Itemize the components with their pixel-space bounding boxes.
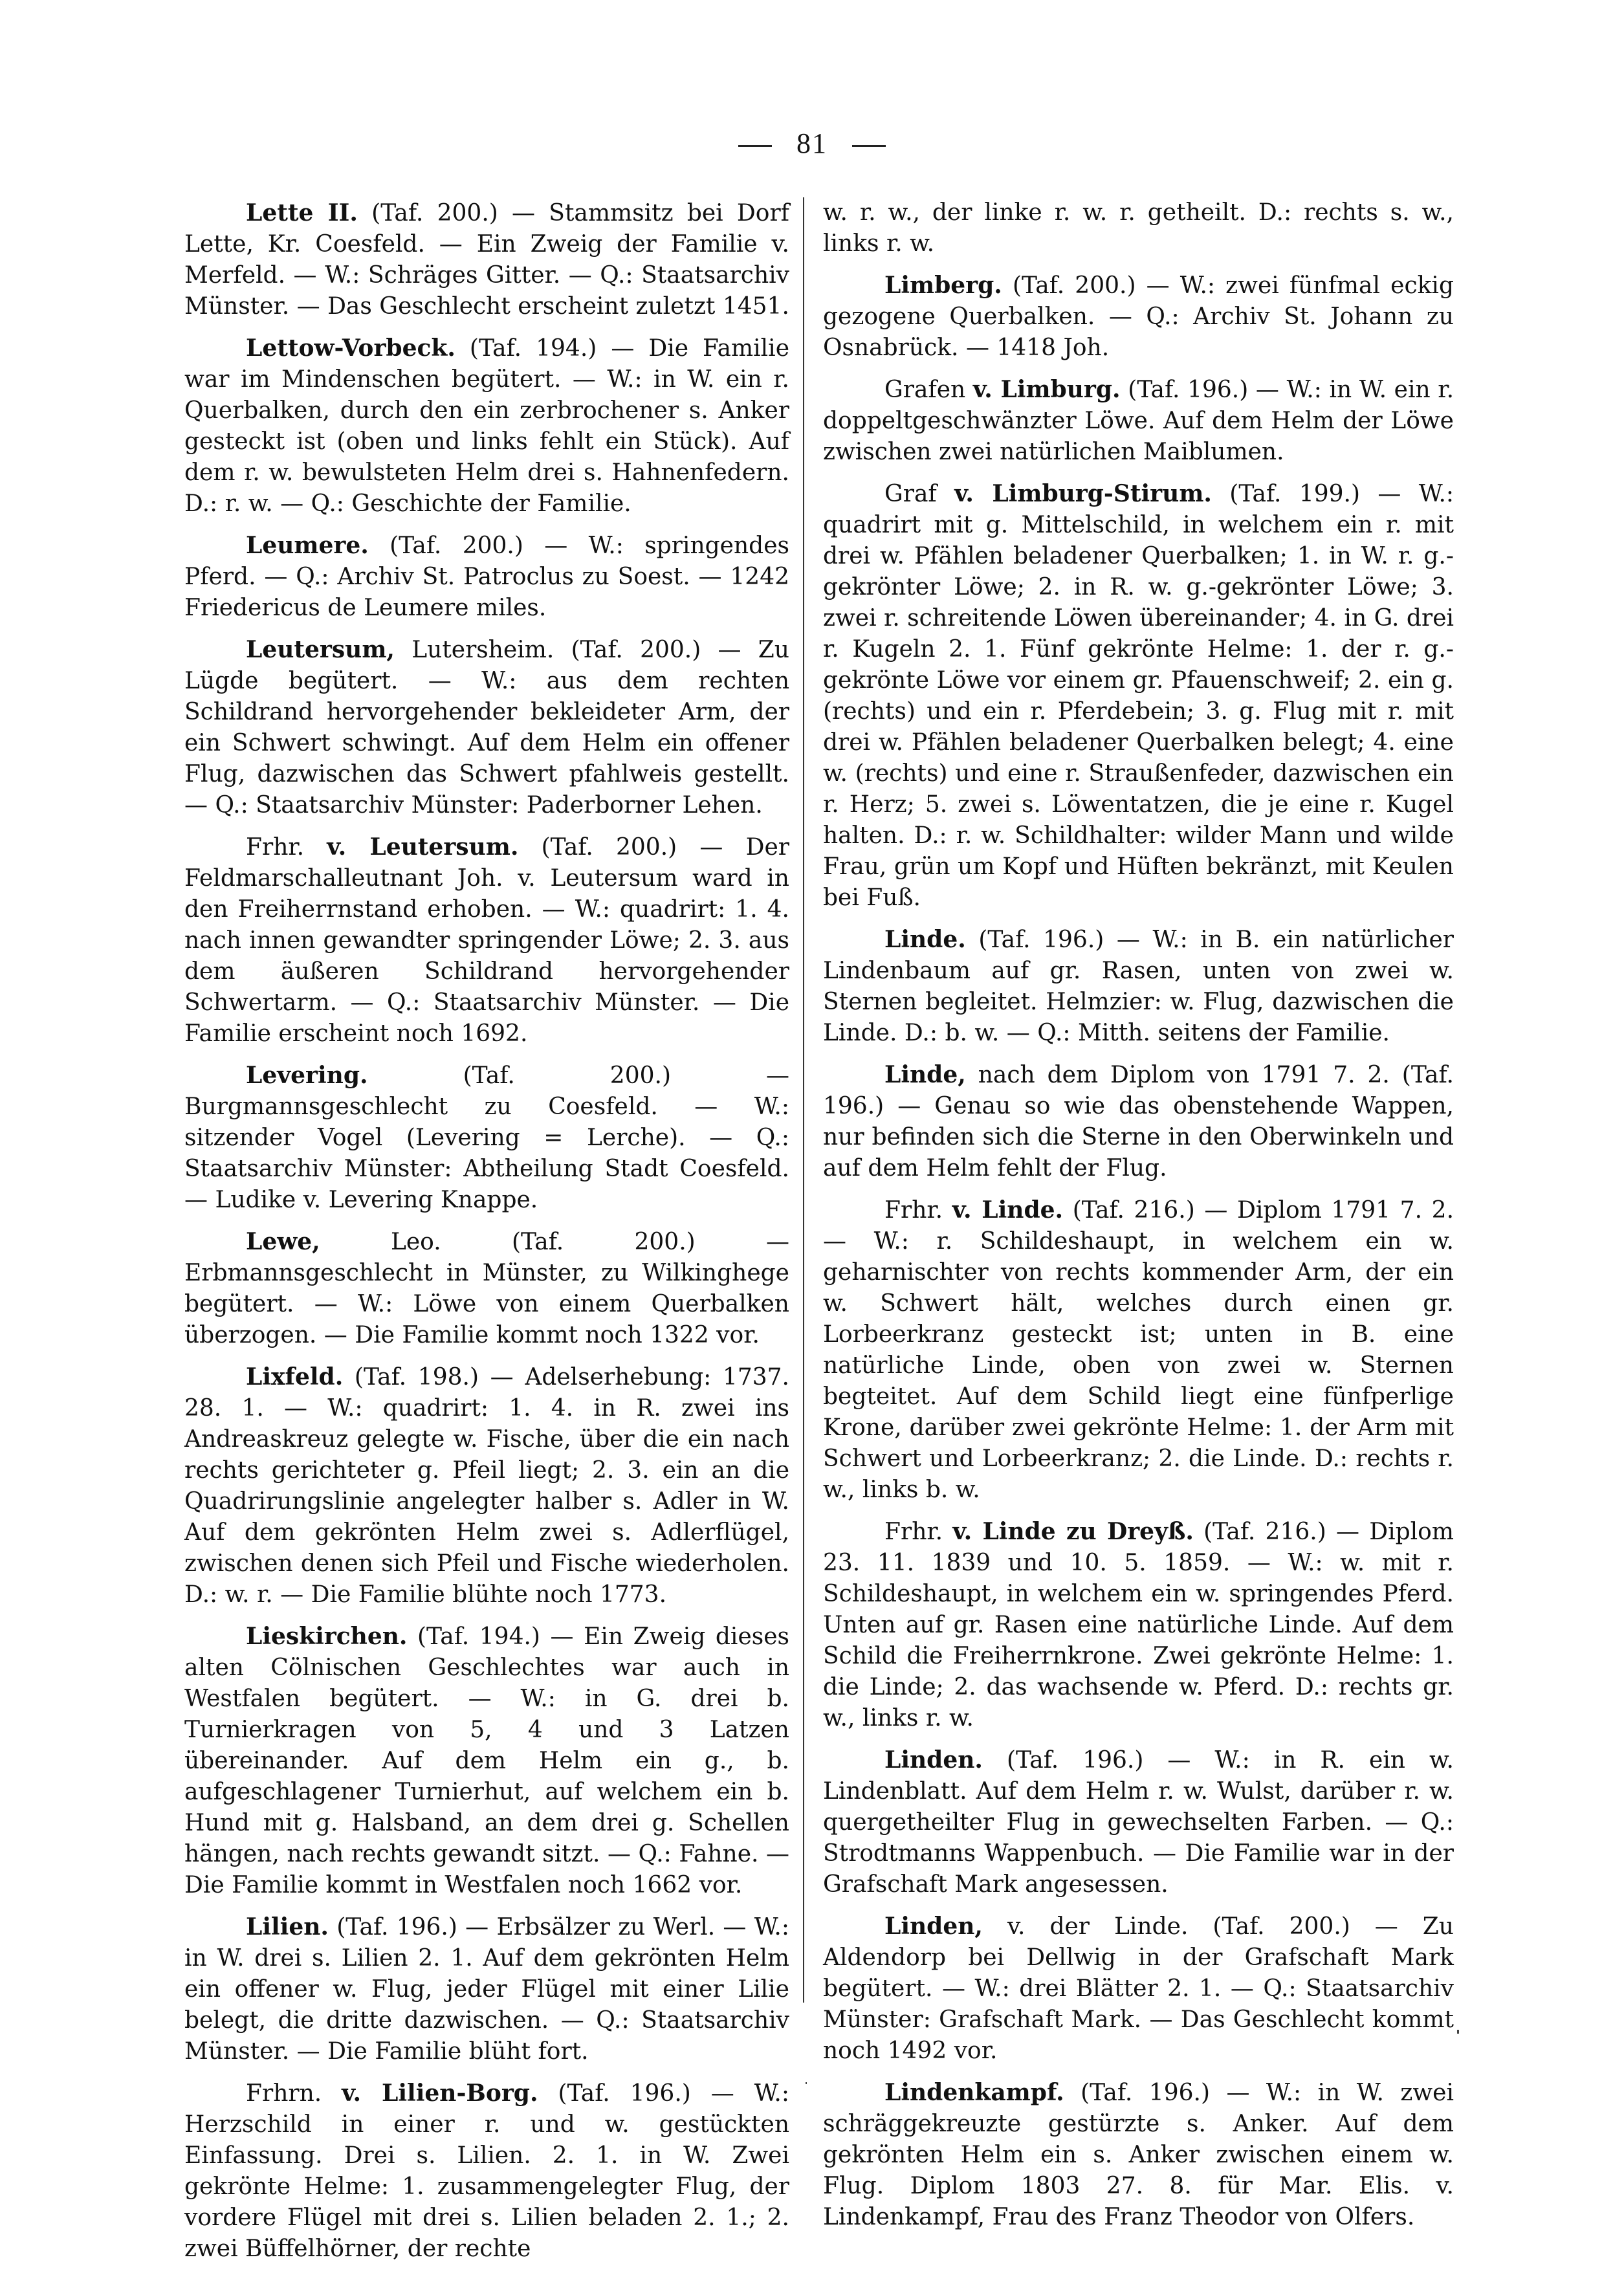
entry-lemma: v. Lilien-Borg. <box>342 2080 538 2107</box>
entry-frhrn-v-lilien-borg <box>184 2078 789 2265</box>
entry-lettow-vorbeck <box>184 333 789 520</box>
entry-lemma: Leumere. <box>246 532 369 559</box>
entry-lemma: Lieskirchen. <box>246 1623 408 1650</box>
entry-leumere <box>184 530 789 624</box>
entry-body: w. r. w., der linke r. w. r. getheilt. D.: rechts s. w., links r. w. <box>823 199 1454 257</box>
entry-body: v. der Linde. (Taf. 200.) — Zu Aldendorp bei Dellwig in der Grafschaft Mark begütert. — W.: drei Blätter 2. 1. — Q.: Staatsarchiv Münster: Grafschaft Mark. — Das Geschlecht kommt noch 1492 vor. <box>823 1913 1454 2064</box>
entry-body: Lutersheim. (Taf. 200.) — Zu Lügde begütert. — W.: aus dem rechten Schildrand hervorgehender bekleideter Arm, der ein Schwert schwingt. Auf dem Helm ein offener Flug, dazwischen das Schwert pfahlweis gestellt. — Q.: Staatsarchiv Münster: Paderborner Lehen. <box>184 637 789 819</box>
entry-lemma: v. Leutersum. <box>327 833 519 861</box>
entry-linden-v-der-linde <box>823 1911 1454 2067</box>
entry-body: (Taf. 200.) — Stammsitz bei Dorf Lette, Kr. Coesfeld. — Ein Zweig der Familie v. Merfeld. — W.: Schräges Gitter. — Q.: Staatsarchiv Münster. — Das Geschlecht erscheint zuletzt 1451. <box>184 200 789 320</box>
entry-frhr-v-linde-zu-dreyss <box>823 1516 1454 1734</box>
entry-body: (Taf. 200.) — Der Feldmarschalleutnant Joh. v. Leutersum ward in den Freiherrnstand erhoben. — W.: quadrirt: 1. 4. nach innen gewandter springender Löwe; 2. 3. aus dem äußeren Schildrand hervorgehender Schwertarm. — Q.: Staatsarchiv Münster. — Die Familie erscheint noch 1692. <box>184 834 789 1047</box>
entry-frhr-v-leutersum <box>184 831 789 1050</box>
entry-body: (Taf. 200.) — W.: zwei fünfmal eckig gezogene Querbalken. — Q.: Archiv St. Johann zu Osnabrück. — 1418 Joh. <box>823 272 1454 361</box>
entry-prefix: Frhrn. <box>246 2080 342 2107</box>
entry-graf-v-limburg-stirum <box>823 478 1454 914</box>
column-divider <box>803 197 804 2003</box>
entry-body: (Taf. 196.) — W.: in W. ein r. doppeltgeschwänzter Löwe. Auf dem Helm der Löwe zwischen zwei natürlichen Maiblumen. <box>823 377 1454 465</box>
entry-body: (Taf. 216.) — Diplom 1791 7. 2. — W.: r. Schildeshaupt, in welchem ein w. geharnischter von rechts kommender Arm, der ein w. Schwert hält, welches durch einen gr. Lorbeerkranz gesteckt ist; unten in B. eine natürliche Linde, oben von zwei w. Sternen begteitet. Auf dem Schild liegt eine fünfperlige Krone, darüber zwei gekrönte Helme: 1. der Arm mit Schwert und Lorbeerkranz; 2. die Linde. D.: rechts r. w., links b. w. <box>823 1197 1454 1503</box>
entry-frhr-v-linde <box>823 1194 1454 1506</box>
entry-lixfeld <box>184 1361 789 1610</box>
page-number: 81 <box>796 127 828 159</box>
entry-body: (Taf. 196.) — W.: in R. ein w. Lindenblatt. Auf dem Helm r. w. Wulst, darüber r. w. quergetheilter Flug in gewechselten Farben. — Q.: Strodtmanns Wappenbuch. — Die Familie war in der Grafschaft Mark angesessen. <box>823 1747 1454 1898</box>
scan-speck <box>806 2082 807 2084</box>
entry-lemma: Linden. <box>884 1746 983 1774</box>
entry-linde <box>823 924 1454 1049</box>
entry-body: (Taf. 216.) — Diplom 23. 11. 1839 und 10. 5. 1859. — W.: w. mit r. Schildeshaupt, in welchem ein w. springendes Pferd. Unten auf gr. Rasen eine natürliche Linde. Auf dem Schild die Freiherrnkrone. Zwei gekrönte Helme: 1. die Linde; 2. das wachsende w. Pferd. D.: rechts gr. w., links r. w. <box>823 1519 1454 1731</box>
entry-lette-ii <box>184 197 789 322</box>
entry-limberg <box>823 270 1454 364</box>
header-dash-left <box>738 145 772 147</box>
entry-body: (Taf. 196.) — W.: in B. ein natürlicher Lindenbaum auf gr. Rasen, unten von zwei w. Sternen begleitet. Helmzier: w. Flug, dazwischen die Linde. D.: b. w. — Q.: Mitth. seitens der Familie. <box>823 927 1454 1046</box>
entry-lemma: Linde, <box>884 1061 966 1088</box>
entry-lemma: Lewe, <box>246 1228 320 1255</box>
entry-lemma: Levering. <box>246 1062 368 1089</box>
entry-lemma: Lettow-Vorbeck. <box>246 335 455 362</box>
entry-prefix: Frhr. <box>246 834 327 861</box>
entry-linden <box>823 1744 1454 1900</box>
right-column <box>823 197 1454 2243</box>
entry-body: (Taf. 194.) — Ein Zweig dieses alten Cölnischen Geschlechtes war auch in Westfalen begütert. — W.: in G. drei b. Turnierkragen von 5, 4 und 3 Latzen übereinander. Auf dem Helm ein g., b. aufgeschlagener Turnierhut, auf welchem ein b. Hund mit g. Halsband, an dem drei g. Schellen hängen, nach rechts gewandt sitzt. — Q.: Fahne. — Die Familie kommt in Westfalen noch 1662 vor. <box>184 1623 789 1898</box>
entry-lemma: Lixfeld. <box>246 1363 344 1390</box>
scan-speck <box>1457 2030 1459 2034</box>
entry-lemma: v. Linde zu Dreyß. <box>952 1518 1194 1545</box>
entry-levering <box>184 1060 789 1216</box>
entry-body: (Taf. 198.) — Adelserhebung: 1737. 28. 1. — W.: quadrirt: 1. 4. in R. zwei ins Andreaskreuz gelegte w. Fische, über die ein nach rechts gerichteter g. Pfeil liegt; 2. 3. ein an die Quadrirungslinie angelegter halber s. Adler in W. Auf dem gekrönten Helm zwei s. Adlerflügel, zwischen denen sich Pfeil und Fische wiederholen. D.: w. r. — Die Familie blühte noch 1773. <box>184 1364 789 1608</box>
entry-body: (Taf. 196.) — Erbsälzer zu Werl. — W.: in W. drei s. Lilien 2. 1. Auf dem gekrönten Helm ein offener w. Flug, jeder Flügel mit einer Lilie belegt, die dritte dazwischen. — Q.: Staatsarchiv Münster. — Die Familie blüht fort. <box>184 1914 789 2065</box>
entry-prefix: Frhr. <box>884 1519 953 1545</box>
entry-lemma: Lilien. <box>246 1913 329 1940</box>
entry-lindenkampf <box>823 2077 1454 2233</box>
entry-prefix: Frhr. <box>884 1197 952 1224</box>
entry-lemma: Lindenkampf. <box>884 2079 1064 2106</box>
entry-body: (Taf. 199.) — W.: quadrirt mit g. Mittelschild, in welchem ein r. mit drei w. Pfählen beladener Querbalken; 1. in W. r. g.-gekrönter Löwe; 2. in R. w. g.-gekrönter Löwe; 3. zwei r. schreitende Löwen übereinander; 4. in G. drei r. Kugeln 2. 1. Fünf gekrönte Helme: 1. der r. g.-gekrönte Löwe vor einem gr. Pfauenschweif; 2. ein g. (rechts) und ein r. Pferdebein; 3. g. Flug mit r. mit drei w. Pfählen beladener Querbalken belegt; 4. eine w. (rechts) und eine r. Straußenfeder, dazwischen ein r. Herz; 5. zwei s. Löwentatzen, die je eine r. Kugel halten. D.: r. w. Schildhalter: wilder Mann und wilde Frau, grün um Kopf und Hüften bekränzt, mit Keulen bei Fuß. <box>823 481 1454 911</box>
entry-body: nach dem Diplom von 1791 7. 2. (Taf. 196.) — Genau so wie das obenstehende Wappen, nur befinden sich die Sterne in den Oberwinkeln und auf dem Helm fehlt der Flug. <box>823 1062 1454 1181</box>
entry-continuation <box>823 197 1454 259</box>
header-dash-right <box>852 145 886 147</box>
entry-prefix: Graf <box>884 481 955 507</box>
entry-lilien <box>184 1911 789 2067</box>
entry-lemma: Limberg. <box>884 272 1002 299</box>
entry-lemma: v. Linde. <box>952 1196 1064 1224</box>
entry-lemma: Linde. <box>884 926 966 953</box>
entry-lemma: v. Limburg. <box>972 376 1121 403</box>
entry-body: (Taf. 200.) — Burgmannsgeschlecht zu Coesfeld. — W.: sitzender Vogel (Levering = Lerche). — Q.: Staatsarchiv Münster: Abtheilung Stadt Coesfeld. — Ludike v. Levering Knappe. <box>184 1062 789 1213</box>
entry-leutersum <box>184 634 789 821</box>
entry-prefix: Grafen <box>884 377 973 403</box>
entry-lemma: v. Limburg-Stirum. <box>954 480 1212 507</box>
entry-lieskirchen <box>184 1621 789 1901</box>
entry-linde-diplom-1791 <box>823 1059 1454 1184</box>
page-header <box>0 127 1624 160</box>
entry-body: Leo. (Taf. 200.) — Erbmannsgeschlecht in Münster, zu Wilkinghege begütert. — W.: Löwe von einem Querbalken überzogen. — Die Familie kommt noch 1322 vor. <box>184 1229 789 1348</box>
entry-body: (Taf. 196.) — W.: Herzschild in einer r. und w. gestückten Einfassung. Drei s. Lilien. 2. 1. in W. Zwei gekrönte Helme: 1. zusammengelegter Flug, der vordere Flügel mit drei s. Lilien beladen 2. 1.; 2. zwei Büffelhörner, der rechte <box>184 2080 790 2262</box>
entry-lemma: Linden, <box>884 1913 983 1940</box>
left-column <box>184 197 789 2275</box>
entry-body: (Taf. 200.) — W.: springendes Pferd. — Q.: Archiv St. Patroclus zu Soest. — 1242 Friedericus de Leumere miles. <box>184 533 789 621</box>
entry-lemma: Leutersum, <box>246 636 395 663</box>
entry-body: (Taf. 194.) — Die Familie war im Mindenschen begütert. — W.: in W. ein r. Querbalken, durch den ein zerbrochener s. Anker gesteckt ist (oben und links fehlt ein Stück). Auf dem r. w. bewulsteten Helm drei s. Hahnenfedern. D.: r. w. — Q.: Geschichte der Familie. <box>184 335 789 517</box>
entry-lewe <box>184 1226 789 1351</box>
entry-lemma: Lette II. <box>246 199 358 226</box>
entry-body: (Taf. 196.) — W.: in W. zwei schräggekreuzte gestürzte s. Anker. Auf dem gekrönten Helm ein s. Anker zwischen einem w. Flug. Diplom 1803 27. 8. für Mar. Elis. v. Lindenkampf, Frau des Franz Theodor von Olfers. <box>823 2080 1454 2230</box>
entry-grafen-v-limburg <box>823 374 1454 468</box>
